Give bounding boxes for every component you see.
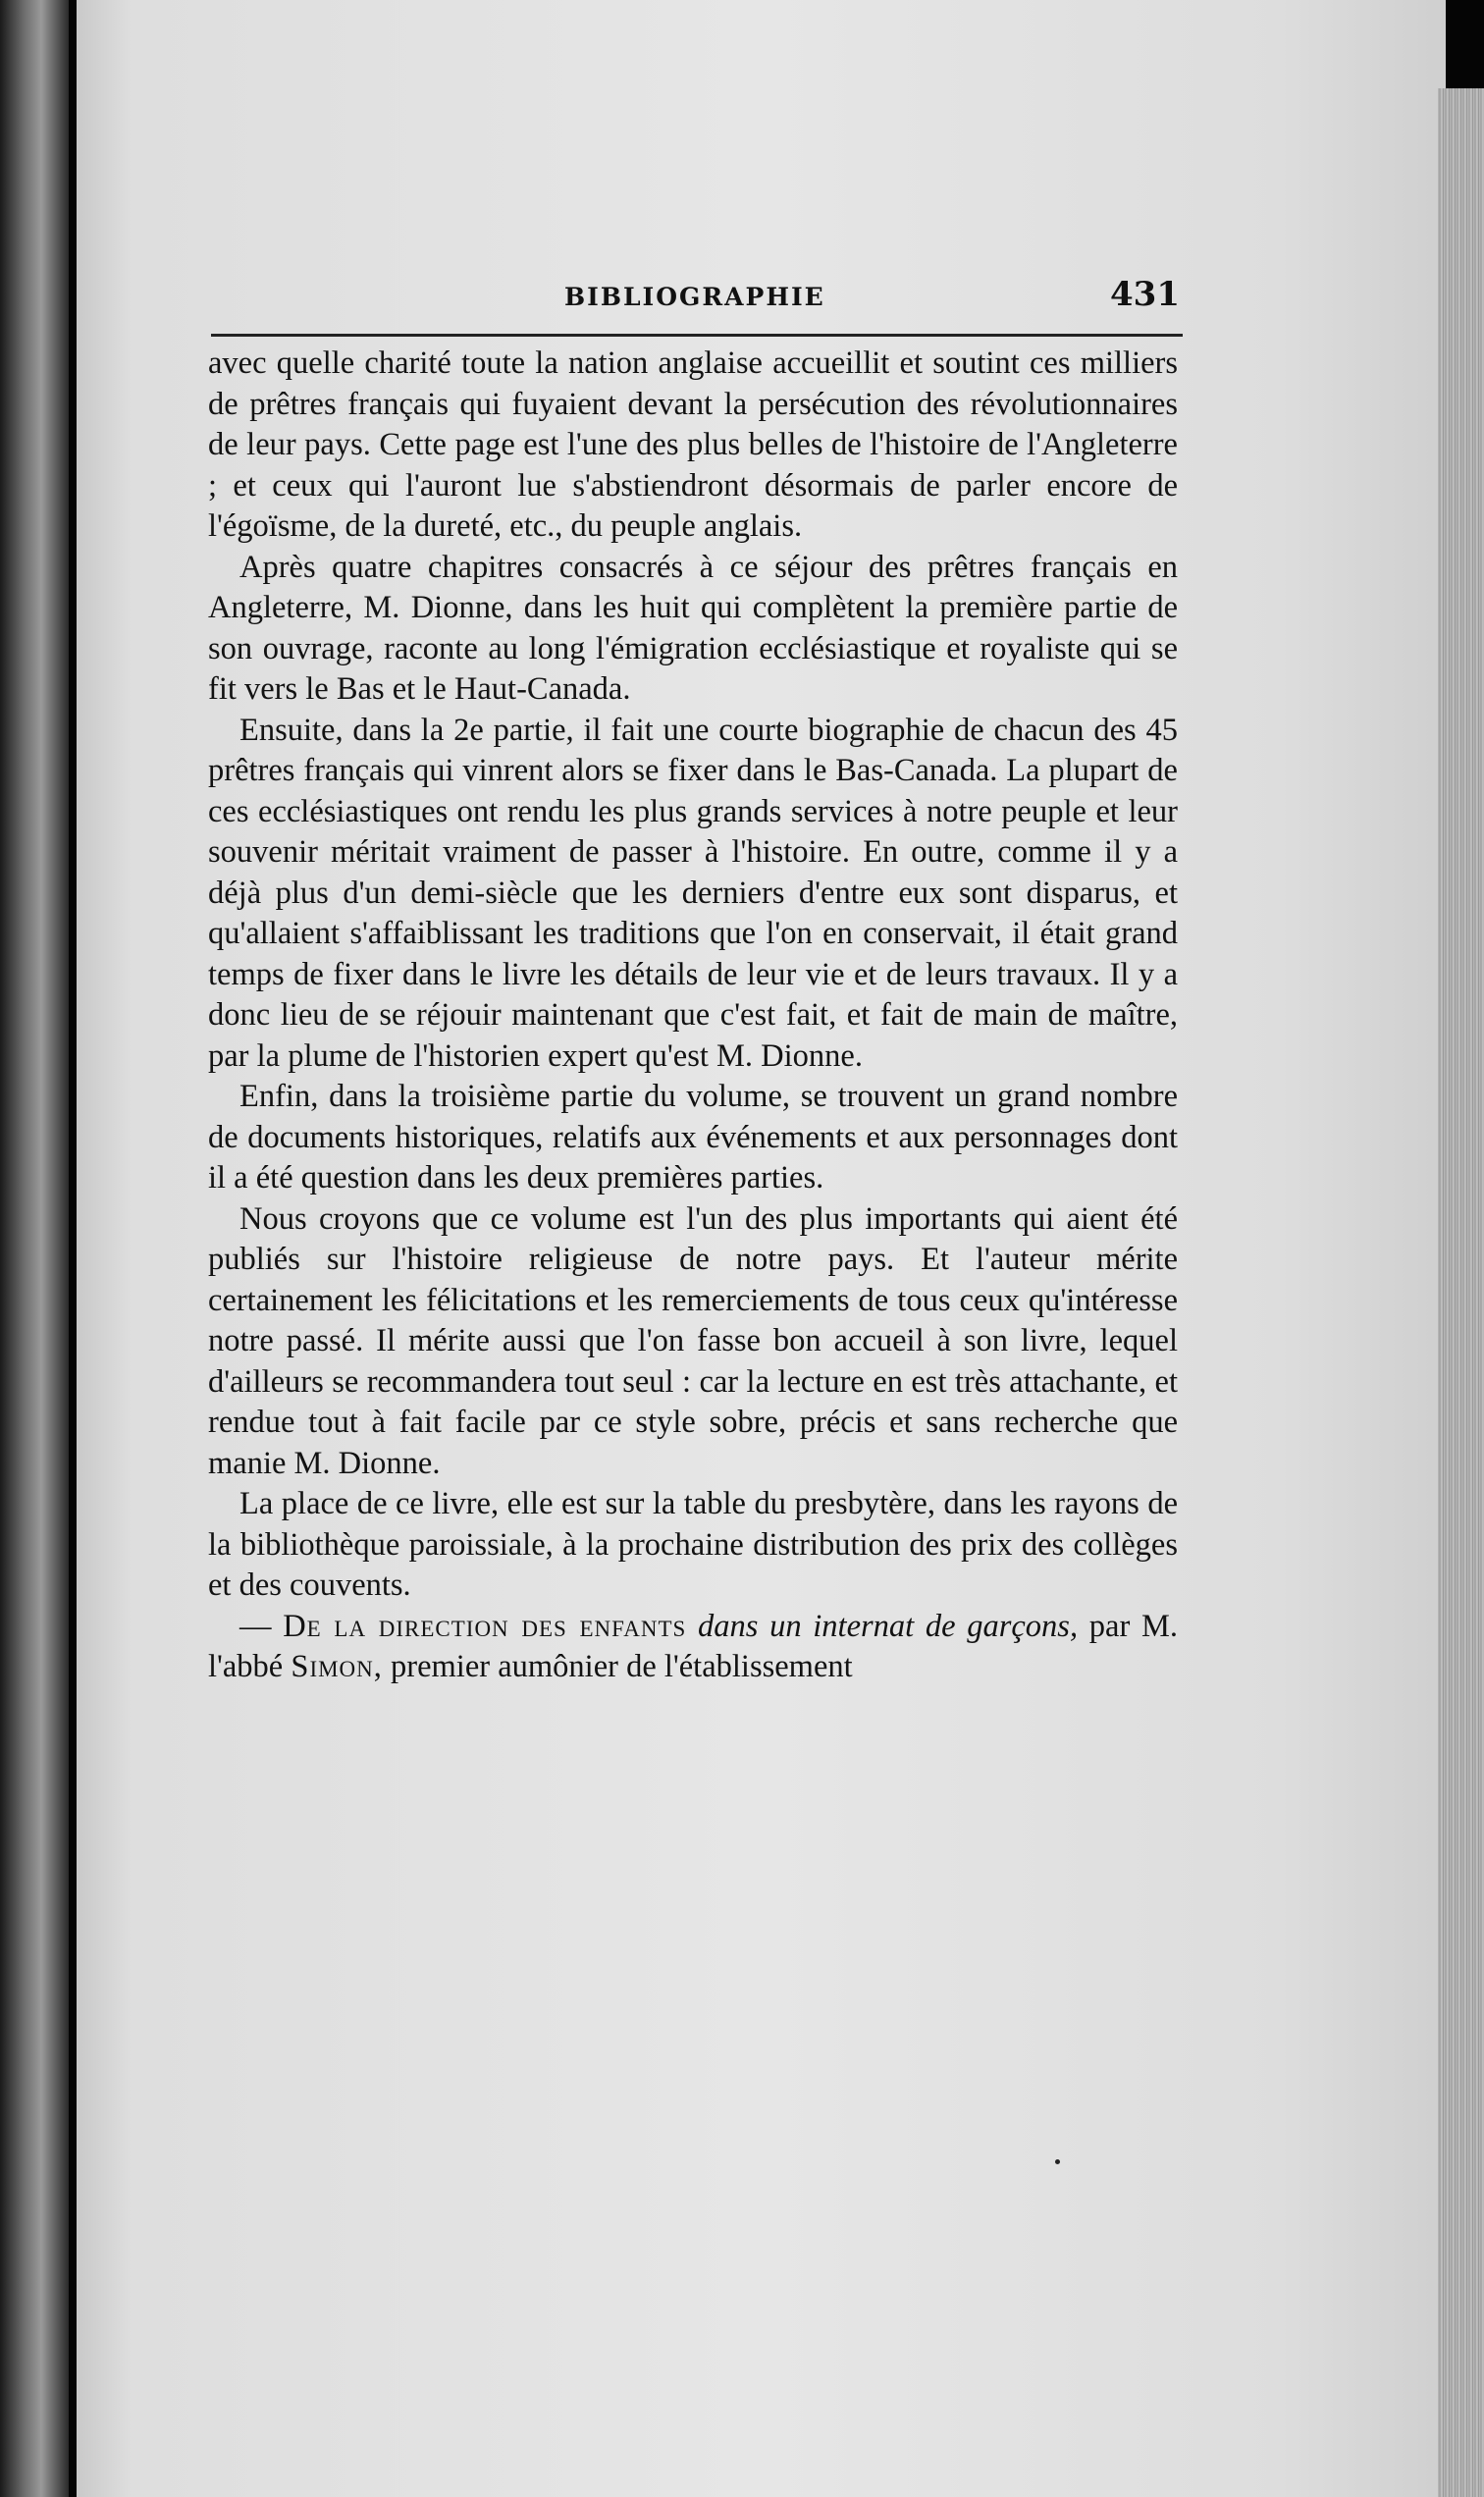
entry-title-italic: dans un internat de garçons, [698,1608,1079,1644]
paragraph: Nous croyons que ce volume est l'un des plus importants qui aient été publiés sur l'histoire religieuse de notre pays. Et l'auteur mérite certainement les félicitations et les remerciements de tous ceux qu'intéresse notre passé. Il mérite aussi que l'on fasse bon accueil à son livre, lequel d'ailleurs se recommandera tout seul : car la lecture en est très attachante, et rendue tout à fait facile par ce style sobre, précis et sans recherche que manie M. Dionne. [208,1200,1178,1481]
page-stack-edge [1438,88,1484,2497]
paragraph: La place de ce livre, elle est sur la table du presbytère, dans les rayons de la bibliothèque paroissiale, à la prochaine distribution des prix des collèges et des couvents. [208,1486,1178,1603]
entry-title: De la direction des enfants [283,1608,687,1644]
paragraph: Enfin, dans la troisième partie du volume, se trouvent un grand nombre de documents historiques, relatifs aux événements et aux personnages dont il a été question dans les deux premières parties. [208,1079,1178,1195]
ink-speck [1055,2159,1060,2164]
entry-dash: — [239,1608,272,1644]
entry-by: par M. l'abbé [208,1608,1178,1684]
page-number: 431 [1110,275,1180,314]
entry-author: Simon, [291,1649,383,1684]
paragraph: Ensuite, dans la 2e partie, il fait une courte biographie de chacun des 45 prêtres français qui vinrent alors se fixer dans le Bas-Canada. La plupart de ces ecclésiastiques ont rendu les plus grands services à notre peuple et leur souvenir méritait vraiment de passer à l'histoire. En outre, comme il y a déjà plus d'un demi-siècle que les derniers d'entre eux sont disparus, et qu'allaient s'affaiblissant les traditions que l'on en conservait, il était grand temps de fixer dans le livre les détails de leur vie et de leurs travaux. Il y a donc lieu de se réjouir maintenant que c'est fait, et fait de main de maître, par la plume de l'historien expert qu'est M. Dionne. [208,712,1178,1074]
paragraph: avec quelle charité toute la nation anglaise accueillit et soutint ces milliers de prêtres français qui fuyaient devant la persécution des révolutionnaires de leur pays. Cette page est l'une des plus belles de l'histoire de l'Angleterre ; et ceux qui l'auront lue s'abstiendront désormais de parler encore de l'égoïsme, de la dureté, etc., du peuple anglais. [208,345,1178,544]
header-rule [211,334,1183,337]
previous-page-edge [0,0,69,2497]
body-text [208,344,1178,1688]
paragraph: Après quatre chapitres consacrés à ce séjour des prêtres français en Angleterre, M. Dionne, dans les huit qui complètent la première partie de son ouvrage, raconte au long l'émigration ecclésiastique et royaliste qui se fit vers le Bas et le Haut-Canada. [208,549,1178,707]
page-header [216,277,1197,326]
bibliography-entry [208,1607,1178,1688]
running-head: BIBLIOGRAPHIE [564,283,825,311]
entry-rest: premier aumônier de l'établissement [391,1649,853,1684]
